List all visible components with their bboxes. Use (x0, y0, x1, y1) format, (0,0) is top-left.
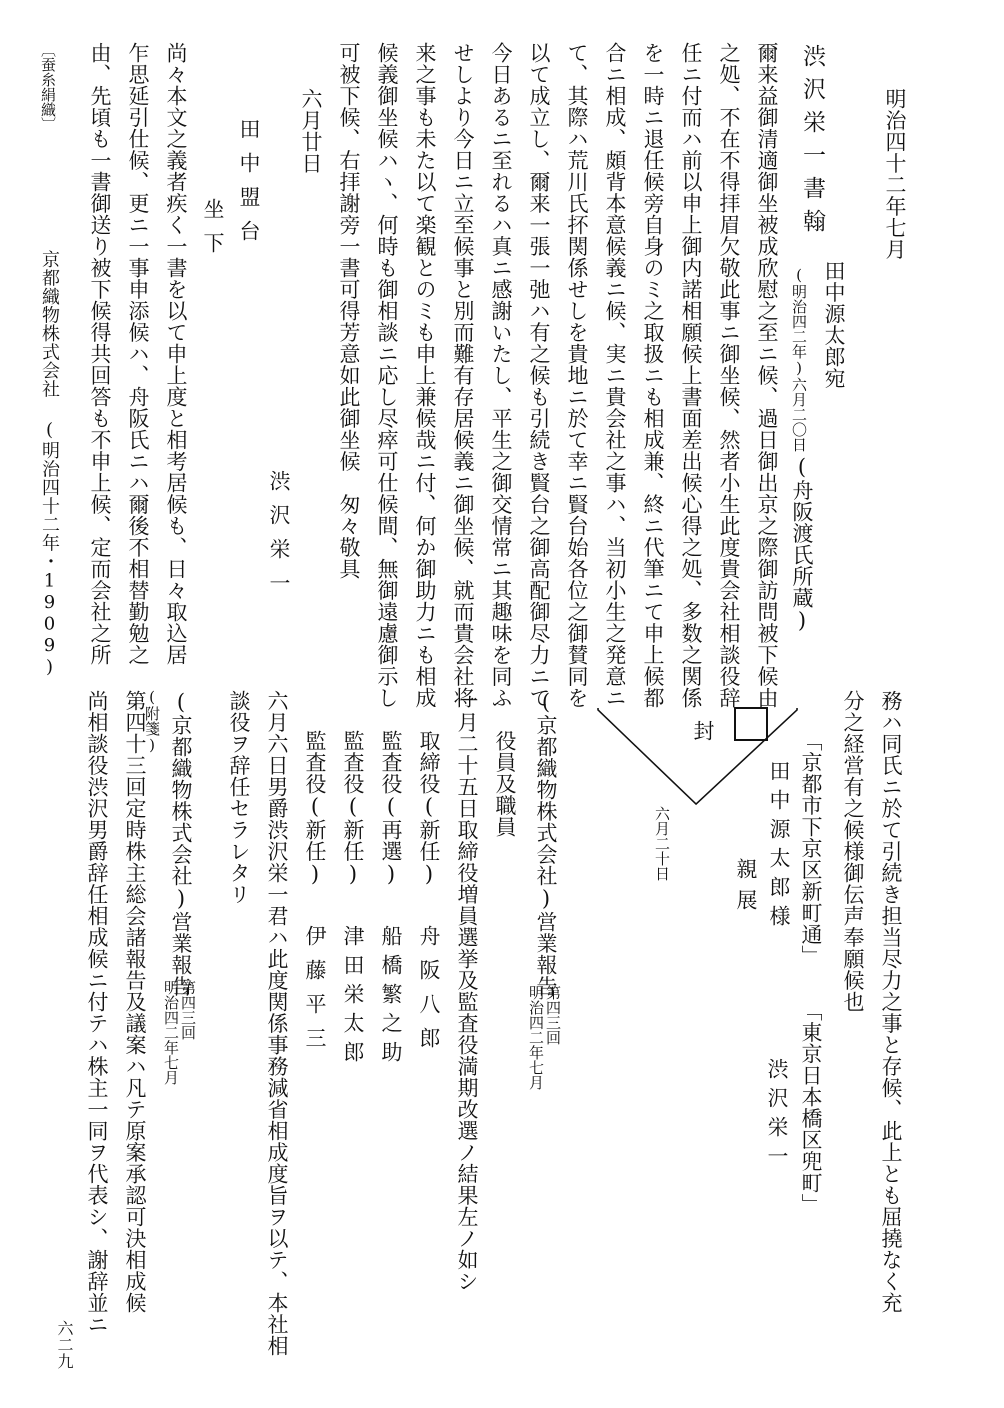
report-note: 六月六日男爵渋沢栄一君ハ此度関係事務減省相成度旨ヲ以テ、本社相 (265, 690, 289, 1357)
officer-name: 伊藤平三 (303, 925, 327, 1061)
letter-title: 渋沢栄一書翰 (799, 44, 825, 242)
envelope-to-name: 田中源太郎様 (767, 760, 791, 934)
letter-line: 任ニ付而ハ前以申上御内諾相願候上書面差出候心得之処、多数之関係 (679, 42, 703, 709)
report-meta-issue: 第四三回 (544, 985, 562, 1045)
page-number: 六二九 (55, 1320, 74, 1370)
letter-line: 以て成立し、爾来一張一弛ハ有之候も引続き賢台之御高配御尽力ニて (527, 42, 551, 709)
letter-date: (明治四二年)六月二〇日 (790, 266, 808, 452)
envelope-seal: 封 (691, 720, 715, 742)
postscript-line: 由、先頃も一書御送り被下候得共回答も不申上候、定而会社之所 (88, 42, 112, 666)
letter-line: 候義御坐候ハヽ、何時も御相談ニ応し尽瘁可仕候間、無御遠慮御示し (375, 42, 399, 709)
report-note: 談役ヲ辞任セラレタリ (227, 690, 251, 905)
source-note: 〔蚕糸絹織〕 (39, 42, 57, 132)
date-header: 明治四十二年七月 (883, 88, 907, 260)
officer-role: 取締役(新任) (417, 730, 441, 887)
letter-line: せしより今日ニ立至候事と別而難有存居候義ニ御坐候、就而貴会社将 (451, 42, 475, 709)
envelope-to-honorific: 親展 (734, 858, 758, 920)
postscript-line: 乍思延引仕候、更ニ一事申添候ハ、舟阪氏ニハ爾後不相替勤勉之 (126, 42, 150, 666)
envelope-from-name: 渋沢栄一 (765, 1058, 789, 1174)
addressee: 田中源太郎宛 (822, 260, 846, 389)
report-meta-date: 明治四二年七月 (527, 985, 545, 1090)
report-line: 第四十三回定時株主総会諸報告及議案ハ凡テ原案承認可決相成候 (123, 690, 147, 1314)
officer-role: 監査役(新任) (341, 730, 365, 887)
officer-role: 監査役(再選) (379, 730, 403, 887)
postscript-line: 尚々本文之義者疾く一書を以て申上度と相考居候も、日々取込居 (164, 42, 188, 666)
officer-role: 監査役(新任) (303, 730, 327, 887)
report-meta-date: 明治四二年七月 (162, 980, 180, 1085)
letter-line: を一時ニ退任候旁自身のミ之取扱ニも相成兼、終ニ代筆ニて申上候都 (641, 42, 665, 709)
postscript-line: 務ハ同氏ニ於て引続き担当尽力之事と存候、此上とも屈撓なく充 (879, 690, 903, 1314)
postscript-line: 分之経営有之候様御伝声奉願候也 (841, 690, 865, 1013)
report-meta-issue: 第四三回 (179, 980, 197, 1040)
report-section: 役員及職員 (493, 730, 517, 838)
sender-name: 渋沢栄一 (267, 470, 291, 606)
report-title: (京都織物株式会社)営業報告 (169, 690, 193, 997)
report-title: (京都織物株式会社)営業報告 (534, 690, 558, 997)
envelope-date: 六月二十日 (653, 806, 671, 881)
officer-name: 舟阪八郎 (417, 925, 441, 1061)
company-footer: 京都織物株式会社 (明治四十二年・1909) (39, 250, 60, 678)
recipient-name: 田中盟台 (237, 118, 261, 254)
recipient-honorific: 坐下 (201, 198, 225, 266)
appendix-label: (附箋) (143, 688, 161, 754)
letter-line: 爾来益御清適御坐被成欣慰之至ニ候、過日御出京之際御訪問被下候由 (755, 42, 779, 709)
letter-line: 来之事も未た以て楽観とのミも申上兼候哉ニ付、何か御助力ニも相成 (413, 42, 437, 709)
letter-line: 今日あるニ至れるハ真ニ感謝いたし、平生之御交情常ニ其趣味を同ふ (489, 42, 513, 709)
report-intro: 一月二十五日取締役増員選挙及監査役満期改選ノ結果左ノ如シ (455, 690, 479, 1292)
letter-line: 之処、不在不得拝眉欠敬此事ニ御坐候、然者小生此度貴会社相談役辞 (717, 42, 741, 709)
owner-note: (舟阪渡氏所蔵) (790, 455, 814, 633)
letter-line: 可被下候、右拝謝旁一書可得芳意如此御坐候 匆々敬具 (337, 42, 361, 580)
envelope-from-address: 「東京日本橋区兜町」 (799, 1000, 823, 1215)
letter-line: 合ニ相成、頗背本意候義ニ候、実ニ貴会社之事ハ、当初小生之発意ニ (603, 42, 627, 709)
officer-name: 船橋繁之助 (379, 925, 403, 1070)
letter-line: て、其際ハ荒川氏抔関係せしを貴地ニ於て幸ニ賢台始各位之御賛同を (565, 42, 589, 709)
report-line: 尚相談役渋沢男爵辞任相成候ニ付テハ株主一同ヲ代表シ、謝辞並ニ (85, 690, 109, 1335)
close-date: 六月廿日 (299, 88, 323, 174)
envelope-to-address: 「京都市下京区新町通」 (799, 730, 823, 967)
officer-name: 津田栄太郎 (341, 925, 365, 1070)
stamp-box (734, 707, 768, 741)
